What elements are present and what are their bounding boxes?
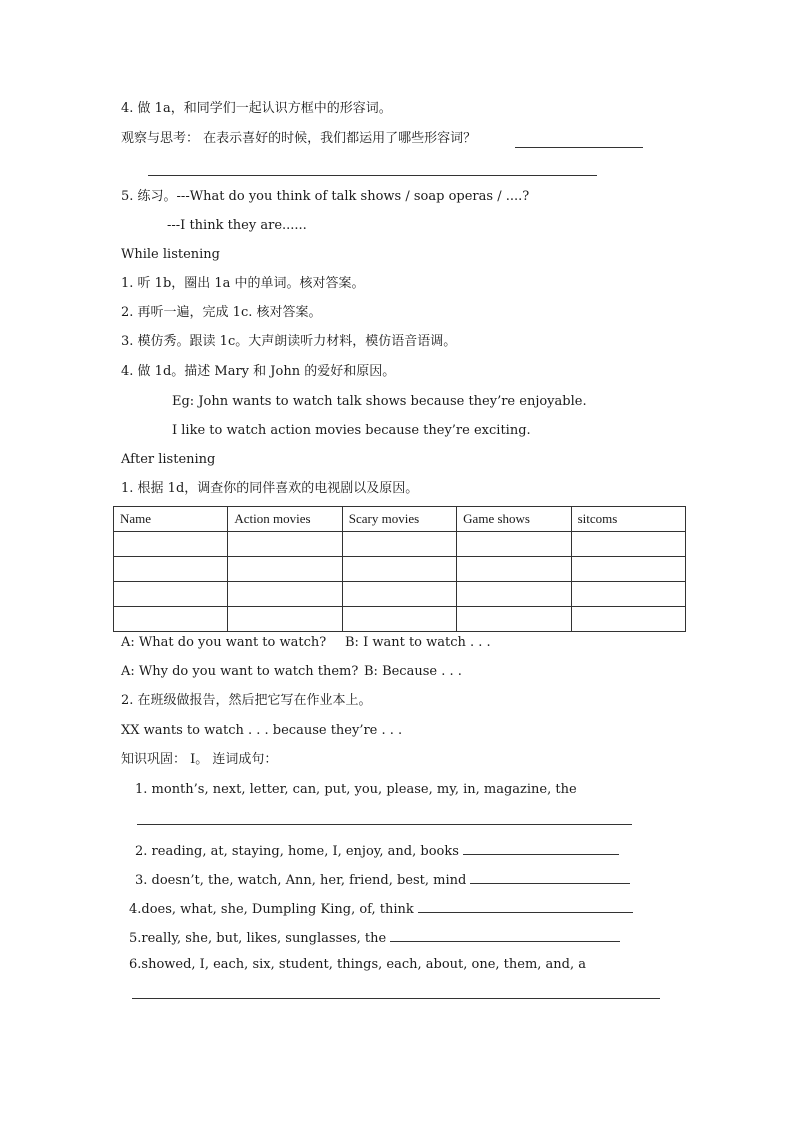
sentence-4: 4.does, what, she, Dumpling King, of, think <box>129 902 414 917</box>
sentence-6: 6.showed, I, each, six, student, things, each, about, one, them, and, a <box>129 957 587 972</box>
after-listening-heading: After listening <box>121 452 216 467</box>
table-row <box>114 607 686 632</box>
observe-prompt-text: 观察与思考： 在表示喜好的时候，我们都运用了哪些形容词？ <box>121 131 477 146</box>
item-5-reply: ---I think they are...... <box>167 218 307 233</box>
after-item-1: 1. 根据 1d，调查你的同伴喜欢的电视剧以及原因。 <box>121 481 419 496</box>
example-sentence-2: I like to watch action movies because they’re exciting. <box>172 423 531 438</box>
table-cell[interactable] <box>571 582 685 607</box>
answer-blank-observe[interactable] <box>515 147 643 148</box>
while-item-1: 1. 听 1b，圈出 1a 中的单词。核对答案。 <box>121 276 365 291</box>
survey-table <box>113 506 686 632</box>
sentence-1: 1. month’s, next, letter, can, put, you, please, my, in, magazine, the <box>135 782 577 797</box>
table-cell[interactable] <box>457 607 571 632</box>
sentence-5-row <box>129 928 620 947</box>
item-4-text: 4. 做 1a，和同学们一起认识方框中的形容词。 <box>121 101 392 116</box>
table-cell[interactable] <box>571 557 685 582</box>
sentence-2: 2. reading, at, staying, home, I, enjoy, and, books <box>135 844 459 859</box>
table-cell[interactable] <box>457 582 571 607</box>
dialog-1-b: B: I want to watch . . . <box>345 635 491 650</box>
sentence-5: 5.really, she, but, likes, sunglasses, the <box>129 931 387 946</box>
table-cell[interactable] <box>228 582 342 607</box>
table-cell[interactable] <box>571 532 685 557</box>
table-header-cell: Game shows <box>457 507 571 532</box>
table-header-cell: sitcoms <box>571 507 685 532</box>
item-5-text: 5. 练习。---What do you think of talk shows / soap operas / ....? <box>121 189 530 204</box>
table-row <box>114 582 686 607</box>
table-cell[interactable] <box>114 532 228 557</box>
table-header-cell: Name <box>114 507 228 532</box>
table-cell[interactable] <box>228 532 342 557</box>
table-header-cell: Scary movies <box>342 507 456 532</box>
while-item-4: 4. 做 1d。描述 Mary 和 John 的爱好和原因。 <box>121 364 396 379</box>
consolidation-heading: 知识巩固： I。 连词成句： <box>121 752 278 767</box>
table-cell[interactable] <box>114 582 228 607</box>
answer-blank-5[interactable] <box>390 928 620 942</box>
answer-blank-4[interactable] <box>418 899 633 913</box>
table-cell[interactable] <box>342 582 456 607</box>
while-item-3: 3. 模仿秀。跟读 1c。大声朗读听力材料，模仿语音语调。 <box>121 334 457 349</box>
sentence-4-row <box>129 899 633 918</box>
report-template: XX wants to watch . . . because they’re . . . <box>121 723 403 738</box>
table-cell[interactable] <box>342 557 456 582</box>
table-cell[interactable] <box>342 532 456 557</box>
answer-blank-6[interactable] <box>132 998 660 999</box>
example-sentence-1: Eg: John wants to watch talk shows because they’re enjoyable. <box>172 394 587 409</box>
sentence-3: 3. doesn’t, the, watch, Ann, her, friend, best, mind <box>135 873 467 888</box>
table-cell[interactable] <box>342 607 456 632</box>
table-cell[interactable] <box>571 607 685 632</box>
table-header-row <box>114 507 686 532</box>
table-row <box>114 557 686 582</box>
table-cell[interactable] <box>114 607 228 632</box>
answer-blank-1[interactable] <box>137 824 632 825</box>
table-cell[interactable] <box>457 532 571 557</box>
while-listening-heading: While listening <box>121 247 221 262</box>
table-cell[interactable] <box>228 607 342 632</box>
answer-blank-3[interactable] <box>470 870 630 884</box>
answer-blank-2[interactable] <box>463 841 619 855</box>
sentence-3-row <box>135 870 630 889</box>
after-item-2: 2. 在班级做报告，然后把它写在作业本上。 <box>121 693 372 708</box>
table-cell[interactable] <box>114 557 228 582</box>
table-cell[interactable] <box>457 557 571 582</box>
observe-prompt <box>121 131 476 147</box>
table-cell[interactable] <box>228 557 342 582</box>
table-header-cell: Action movies <box>228 507 342 532</box>
while-item-2: 2. 再听一遍，完成 1c. 核对答案。 <box>121 305 322 320</box>
answer-blank-observe-2[interactable] <box>148 175 597 176</box>
dialog-2-a: A: Why do you want to watch them? <box>121 664 359 679</box>
dialog-2-b: B: Because . . . <box>364 664 462 679</box>
sentence-2-row <box>135 841 619 860</box>
table-row <box>114 532 686 557</box>
dialog-1-a: A: What do you want to watch? <box>121 635 327 650</box>
